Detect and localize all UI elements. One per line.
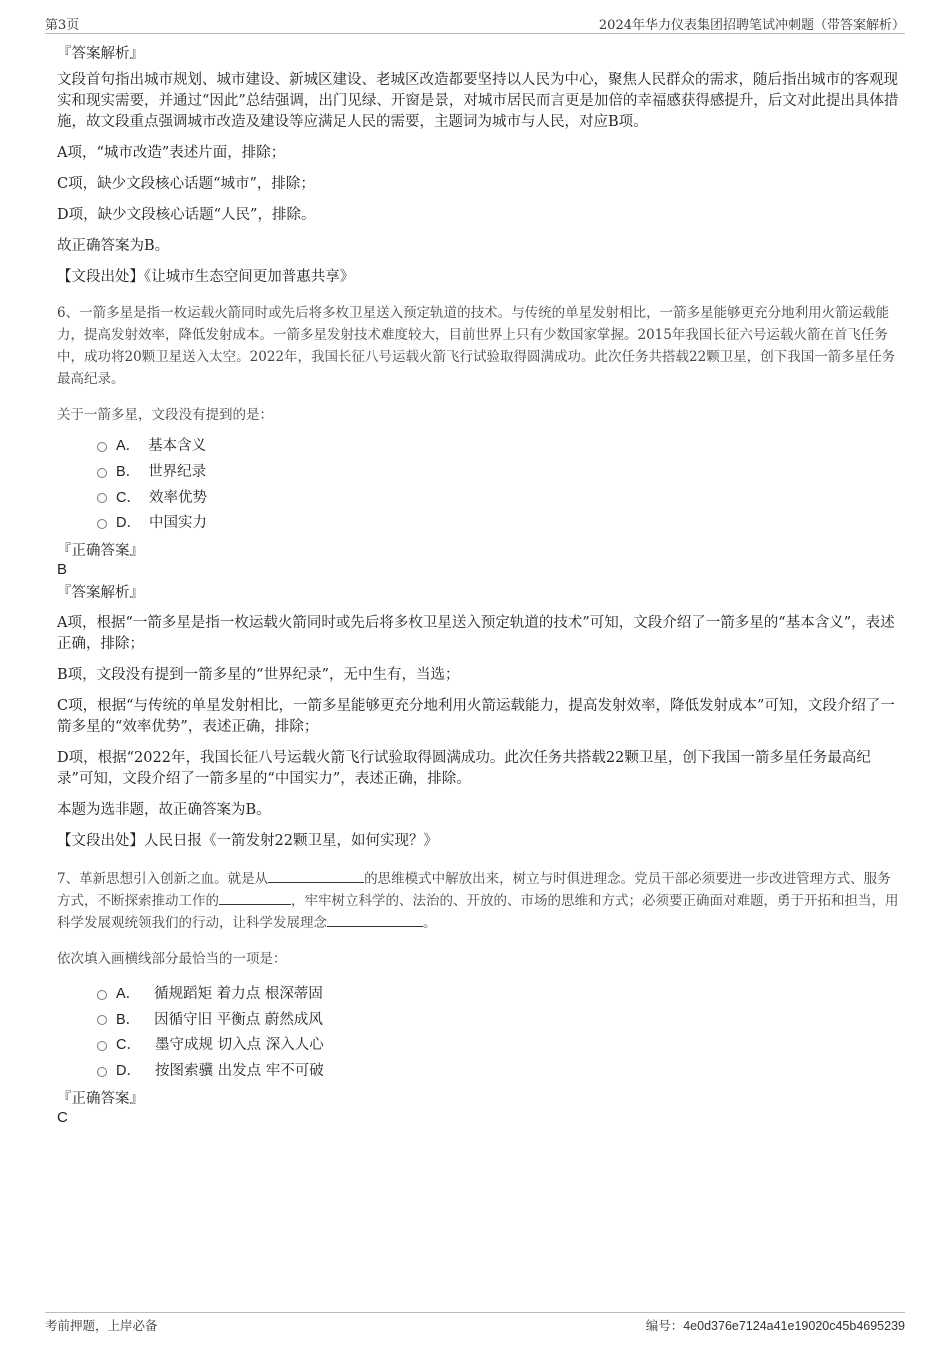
radio-button[interactable] bbox=[97, 468, 107, 478]
analysis-option-c: C项，根据“与传统的单星发射相比，一箭多星能够更充分地利用火箭运载能力，提高发射效率，降低发射成本”可知，文段介绍了一箭多星的“效率优势”，表述正确，排除； bbox=[57, 697, 895, 735]
question-5-analysis bbox=[57, 44, 900, 288]
analysis-option-a: A项，“城市改造”表述片面，排除； bbox=[57, 145, 286, 161]
question-prompt: 关于一箭多星，文段没有提到的是： bbox=[57, 407, 273, 423]
document-title: 2024年华力仪表集团招聘笔试冲刺题（带答案解析） bbox=[598, 18, 905, 33]
fill-blank-1 bbox=[268, 869, 364, 883]
option-d[interactable]: D． 中国实力 bbox=[97, 509, 900, 535]
analysis-label: 『答案解析』 bbox=[57, 46, 144, 62]
radio-button[interactable] bbox=[97, 442, 107, 452]
option-a[interactable]: A． 循规蹈矩 着力点 根深蒂固 bbox=[97, 980, 900, 1006]
fill-blank-3 bbox=[327, 913, 423, 927]
analysis-text: 文段首句指出城市规划、城市建设、新城区建设、老城区改造都要坚持以人民为中心，聚焦人民群众的需求，随后指出城市的客观现实和现实需要，并通过“因此”总结强调，出门见绿、开窗是景，对城市居民而言更是加倍的幸福感获得感提升，后文对此提出具体措施，故文段重点强调城市改造及建设等应满足人民的需要，主题词为城市与人民，对应B项。 bbox=[57, 72, 899, 130]
question-stem: 6、一箭多星是指一枚运载火箭同时或先后将多枚卫星送入预定轨道的技术。与传统的单星发射相比，一箭多星能够更充分地利用火箭运载能力，提高发射效率，降低发射成本。一箭多星发射技术难度较大，目前世界上只有少数国家掌握。2015年我国长征六号运载火箭在首飞任务中，成功将20颗卫星送入太空。2022年，我国长征八号运载火箭飞行试验取得圆满成功。此次任务共搭载22颗卫星，创下我国一箭多星任务最高纪录。 bbox=[57, 305, 896, 387]
option-list bbox=[97, 432, 900, 535]
analysis-conclusion: 本题为选非题，故正确答案为B。 bbox=[57, 801, 271, 818]
analysis-option-c: C项，缺少文段核心话题“城市”，排除； bbox=[57, 176, 315, 192]
text-source: 【文段出处】人民日报《一箭发射22颗卫星，如何实现？》 bbox=[57, 832, 438, 849]
radio-button[interactable] bbox=[97, 493, 107, 503]
page-header bbox=[45, 14, 905, 34]
radio-button[interactable] bbox=[97, 1067, 107, 1077]
radio-button[interactable] bbox=[97, 519, 107, 529]
analysis-option-d: D项，缺少文段核心话题“人民”，排除。 bbox=[57, 207, 316, 223]
text-source: 【文段出处】《让城市生态空间更加普惠共享》 bbox=[57, 269, 355, 285]
option-d[interactable]: D． 按图索骥 出发点 牢不可破 bbox=[97, 1057, 900, 1083]
correct-answer: B bbox=[57, 560, 68, 578]
analysis-conclusion: 故正确答案为B。 bbox=[57, 238, 170, 254]
option-list bbox=[97, 980, 900, 1083]
analysis-option-a: A项，根据“一箭多星是指一枚运载火箭同时或先后将多枚卫星送入预定轨道的技术”可知，文段介绍了一箭多星的“基本含义”，表述正确，排除； bbox=[57, 614, 895, 652]
radio-button[interactable] bbox=[97, 990, 107, 1000]
answer-label: 『正确答案』 bbox=[57, 542, 144, 559]
question-stem: 7、革新思想引入创新之血。就是从 的思维模式中解放出来，树立与时俱进理念。党员干部必须要进一步改进管理方式、服务方式，不断探索推动工作的 ，牢牢树立科学的、法治的、开放的、市场的思维和方式；必须要正确面对难题，勇于开拓和担当，用科学发展观统领我们的行动，让科学发展理念 。 bbox=[57, 870, 899, 931]
option-c[interactable]: C． 效率优势 bbox=[97, 483, 900, 509]
analysis-option-b: B项，文段没有提到一箭多星的“世界纪录”，无中生有，当选； bbox=[57, 666, 460, 683]
fill-blank-2 bbox=[219, 891, 291, 905]
footer-slogan: 考前押题，上岸必备 bbox=[45, 1318, 158, 1333]
radio-button[interactable] bbox=[97, 1015, 107, 1025]
question-prompt: 依次填入画横线部分最恰当的一项是： bbox=[57, 950, 287, 967]
correct-answer: C bbox=[57, 1108, 68, 1126]
option-b[interactable]: B． 世界纪录 bbox=[97, 458, 900, 484]
page-number: 第3页 bbox=[45, 18, 80, 33]
analysis-label: 『答案解析』 bbox=[57, 584, 144, 601]
option-b[interactable]: B． 因循守旧 平衡点 蔚然成风 bbox=[97, 1005, 900, 1031]
option-a[interactable]: A． 基本含义 bbox=[97, 432, 900, 458]
document-code: 编号：4e0d376e7124a41e19020c45b4695239 bbox=[645, 1318, 905, 1333]
option-c[interactable]: C． 墨守成规 切入点 深入人心 bbox=[97, 1031, 900, 1057]
document-body bbox=[57, 44, 900, 1131]
answer-label: 『正确答案』 bbox=[57, 1090, 144, 1107]
question-6 bbox=[57, 302, 900, 852]
radio-button[interactable] bbox=[97, 1041, 107, 1051]
question-7 bbox=[57, 868, 900, 1127]
page-footer bbox=[45, 1312, 905, 1334]
analysis-option-d: D项，根据“2022年，我国长征八号运载火箭飞行试验取得圆满成功。此次任务共搭载22颗卫星，创下我国一箭多星任务最高纪录”可知，文段介绍了一箭多星的“中国实力”，表述正确，排除。 bbox=[57, 749, 871, 787]
